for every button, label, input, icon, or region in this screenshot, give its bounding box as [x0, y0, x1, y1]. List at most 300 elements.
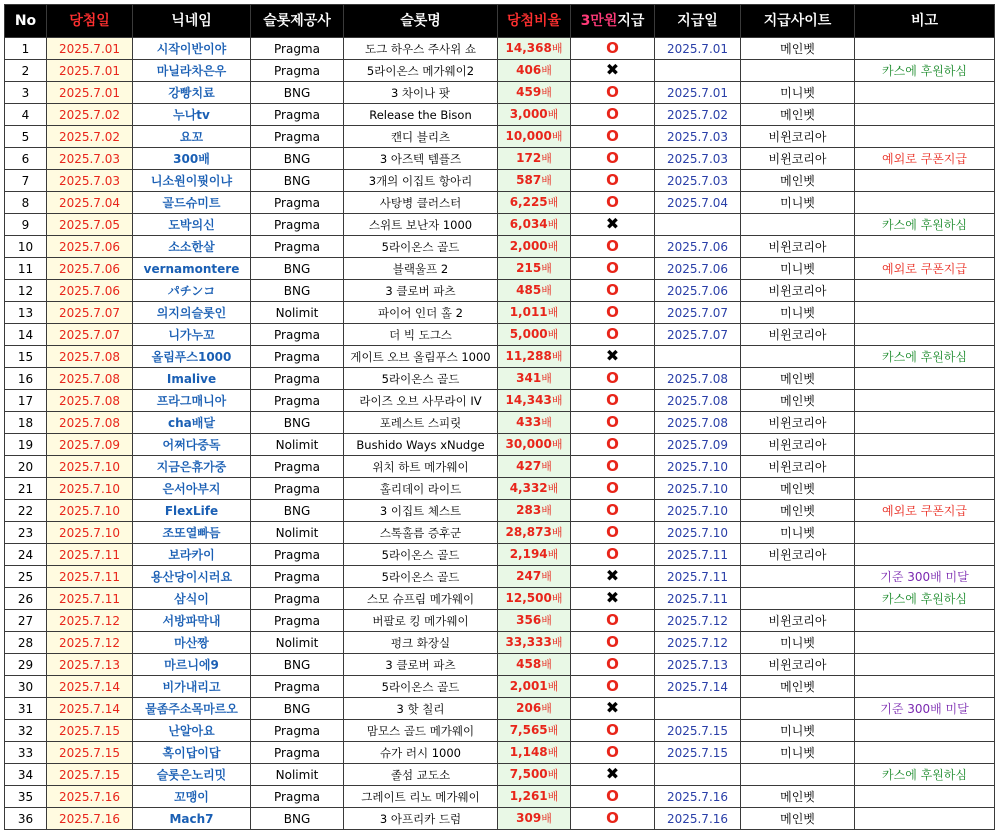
- table-row: [5, 456, 995, 478]
- payout-status: [571, 588, 655, 610]
- header-30k-payout: [571, 5, 655, 38]
- slot-name: 3 핫 칠리: [344, 698, 498, 720]
- pay-date: 2025.7.10: [655, 500, 741, 522]
- win-ratio-unit: 배: [547, 328, 559, 341]
- nickname: 물좀주소목마르오: [133, 698, 251, 720]
- win-date: 2025.7.01: [47, 82, 133, 104]
- nickname: 골드슈미트: [133, 192, 251, 214]
- win-ratio-unit: 배: [547, 746, 559, 759]
- paid-circle-icon: O: [606, 171, 619, 189]
- nickname: 난알아요: [133, 720, 251, 742]
- win-date: 2025.7.10: [47, 456, 133, 478]
- nickname: 마닐라차은우: [133, 60, 251, 82]
- win-date: 2025.7.12: [47, 632, 133, 654]
- note: [855, 82, 995, 104]
- win-ratio-unit: 배: [541, 460, 552, 473]
- win-ratio: [498, 654, 571, 676]
- slot-name: 3 아프리카 드럼: [344, 808, 498, 830]
- payout-status: [571, 632, 655, 654]
- win-ratio: [498, 192, 571, 214]
- slot-name: 5라이온스 골드: [344, 544, 498, 566]
- note: [855, 390, 995, 412]
- header-row: [5, 5, 995, 38]
- win-ratio: [498, 82, 571, 104]
- win-ratio: [498, 786, 571, 808]
- pay-date: 2025.7.14: [655, 676, 741, 698]
- win-ratio: [498, 236, 571, 258]
- win-ratio: [498, 214, 571, 236]
- payout-status: [571, 698, 655, 720]
- provider: Pragma: [251, 676, 344, 698]
- pay-date: 2025.7.08: [655, 390, 741, 412]
- win-ratio-value: 5,000: [509, 327, 548, 341]
- win-date: 2025.7.06: [47, 280, 133, 302]
- note: [855, 236, 995, 258]
- row-number: 18: [5, 412, 47, 434]
- header-slot-name: 슬롯명: [344, 5, 498, 38]
- note: [855, 192, 995, 214]
- win-date: 2025.7.11: [47, 566, 133, 588]
- pay-date: 2025.7.11: [655, 544, 741, 566]
- table-row: [5, 302, 995, 324]
- table-row: [5, 588, 995, 610]
- payout-status: [571, 786, 655, 808]
- pay-date: 2025.7.06: [655, 258, 741, 280]
- win-ratio-unit: 배: [541, 64, 552, 77]
- win-ratio-unit: 배: [547, 240, 559, 253]
- win-date: 2025.7.14: [47, 698, 133, 720]
- slot-name: 그레이트 리노 메가웨이: [344, 786, 498, 808]
- pay-date: 2025.7.10: [655, 478, 741, 500]
- paid-circle-icon: O: [606, 743, 619, 761]
- win-ratio: [498, 280, 571, 302]
- header-payout-label: 지급: [617, 13, 645, 29]
- pay-date: 2025.7.08: [655, 412, 741, 434]
- win-ratio: [498, 720, 571, 742]
- win-ratio-value: 14,368: [505, 41, 552, 55]
- pay-site: 비윈코리아: [741, 280, 855, 302]
- provider: BNG: [251, 412, 344, 434]
- pay-site: 메인벳: [741, 478, 855, 500]
- provider: BNG: [251, 698, 344, 720]
- win-ratio: [498, 434, 571, 456]
- pay-site: 메인벳: [741, 38, 855, 60]
- payout-status: [571, 126, 655, 148]
- paid-circle-icon: O: [606, 105, 619, 123]
- table-row: [5, 786, 995, 808]
- provider: Nolimit: [251, 434, 344, 456]
- table-row: [5, 610, 995, 632]
- paid-circle-icon: O: [606, 721, 619, 739]
- pay-date: 2025.7.08: [655, 368, 741, 390]
- win-ratio-unit: 배: [541, 570, 552, 583]
- slot-name: 파이어 인더 홀 2: [344, 302, 498, 324]
- win-ratio: [498, 500, 571, 522]
- slot-name: 도그 하우스 주사위 쇼: [344, 38, 498, 60]
- table-row: [5, 544, 995, 566]
- win-ratio-value: 28,873: [505, 525, 552, 539]
- win-ratio: [498, 522, 571, 544]
- win-ratio-unit: 배: [547, 724, 559, 737]
- slot-name: 맘모스 골드 메가웨이: [344, 720, 498, 742]
- win-ratio-unit: 배: [551, 636, 563, 649]
- table-row: [5, 676, 995, 698]
- note: [855, 654, 995, 676]
- note: 카스에 후원하심: [855, 346, 995, 368]
- table-row: [5, 566, 995, 588]
- win-ratio-unit: 배: [547, 548, 559, 561]
- payout-status: [571, 544, 655, 566]
- pay-date: 2025.7.16: [655, 808, 741, 830]
- row-number: 23: [5, 522, 47, 544]
- pay-site: 미니벳: [741, 82, 855, 104]
- win-ratio-value: 1,261: [509, 789, 548, 803]
- note: 예외로 쿠폰지급: [855, 148, 995, 170]
- payout-status: [571, 302, 655, 324]
- win-ratio: [498, 632, 571, 654]
- win-ratio: [498, 478, 571, 500]
- pay-site: 메인벳: [741, 676, 855, 698]
- pay-date: [655, 214, 741, 236]
- pay-date: 2025.7.09: [655, 434, 741, 456]
- pay-date: 2025.7.07: [655, 324, 741, 346]
- provider: Pragma: [251, 742, 344, 764]
- payout-status: [571, 214, 655, 236]
- pay-site: 비윈코리아: [741, 544, 855, 566]
- win-ratio-unit: 배: [541, 86, 552, 99]
- note: [855, 368, 995, 390]
- unpaid-cross-icon: ✖: [605, 698, 620, 717]
- payout-status: [571, 478, 655, 500]
- pay-site: 메인벳: [741, 390, 855, 412]
- table-row: [5, 808, 995, 830]
- payout-status: [571, 500, 655, 522]
- payout-table: [4, 4, 995, 830]
- row-number: 32: [5, 720, 47, 742]
- win-date: 2025.7.16: [47, 808, 133, 830]
- note: [855, 434, 995, 456]
- row-number: 5: [5, 126, 47, 148]
- win-ratio-unit: 배: [551, 526, 563, 539]
- win-ratio: [498, 610, 571, 632]
- win-ratio-value: 406: [516, 63, 542, 77]
- nickname: 니소원이뭣이냐: [133, 170, 251, 192]
- provider: BNG: [251, 654, 344, 676]
- win-ratio: [498, 38, 571, 60]
- win-date: 2025.7.03: [47, 148, 133, 170]
- note: [855, 808, 995, 830]
- provider: BNG: [251, 148, 344, 170]
- win-ratio: [498, 368, 571, 390]
- payout-status: [571, 742, 655, 764]
- pay-site: 비윈코리아: [741, 412, 855, 434]
- paid-circle-icon: O: [606, 809, 619, 827]
- win-date: 2025.7.08: [47, 346, 133, 368]
- nickname: 용산당이시러요: [133, 566, 251, 588]
- pay-date: 2025.7.01: [655, 82, 741, 104]
- header-30k-label: 3만원: [580, 13, 618, 29]
- header-note: 비고: [855, 5, 995, 38]
- note: 카스에 후원하심: [855, 764, 995, 786]
- payout-status: [571, 236, 655, 258]
- win-date: 2025.7.08: [47, 390, 133, 412]
- win-ratio-value: 6,034: [509, 217, 548, 231]
- win-ratio: [498, 676, 571, 698]
- pay-site: [741, 566, 855, 588]
- win-ratio-unit: 배: [547, 218, 559, 231]
- win-ratio-unit: 배: [551, 350, 563, 363]
- table-row: [5, 632, 995, 654]
- win-date: 2025.7.08: [47, 368, 133, 390]
- nickname: 올림푸스1000: [133, 346, 251, 368]
- row-number: 8: [5, 192, 47, 214]
- win-date: 2025.7.16: [47, 786, 133, 808]
- pay-site: 메인벳: [741, 808, 855, 830]
- table-row: [5, 742, 995, 764]
- payout-status: [571, 390, 655, 412]
- pay-date: 2025.7.12: [655, 610, 741, 632]
- win-date: 2025.7.15: [47, 742, 133, 764]
- win-ratio: [498, 104, 571, 126]
- nickname: vernamontere: [133, 258, 251, 280]
- win-ratio: [498, 60, 571, 82]
- win-ratio-value: 3,000: [509, 107, 548, 121]
- win-ratio-value: 427: [516, 459, 542, 473]
- nickname: 슬롯은노리밋: [133, 764, 251, 786]
- payout-status: [571, 192, 655, 214]
- win-date: 2025.7.07: [47, 302, 133, 324]
- paid-circle-icon: O: [606, 787, 619, 805]
- table-row: [5, 82, 995, 104]
- pay-site: 비윈코리아: [741, 434, 855, 456]
- win-ratio-value: 433: [516, 415, 542, 429]
- row-number: 1: [5, 38, 47, 60]
- nickname: 삼식이: [133, 588, 251, 610]
- row-number: 19: [5, 434, 47, 456]
- provider: Pragma: [251, 786, 344, 808]
- header-provider: 슬롯제공사: [251, 5, 344, 38]
- payout-status: [571, 654, 655, 676]
- win-ratio-value: 10,000: [505, 129, 552, 143]
- win-ratio-value: 309: [516, 811, 542, 825]
- win-ratio-unit: 배: [551, 42, 563, 55]
- win-ratio: [498, 742, 571, 764]
- pay-date: 2025.7.16: [655, 786, 741, 808]
- slot-name: 3개의 이집트 항아리: [344, 170, 498, 192]
- row-number: 35: [5, 786, 47, 808]
- note: [855, 170, 995, 192]
- table-row: [5, 368, 995, 390]
- provider: Pragma: [251, 346, 344, 368]
- win-date: 2025.7.07: [47, 324, 133, 346]
- row-number: 13: [5, 302, 47, 324]
- win-ratio: [498, 566, 571, 588]
- payout-status: [571, 148, 655, 170]
- pay-site: 미니벳: [741, 742, 855, 764]
- win-ratio-value: 172: [516, 151, 542, 165]
- win-ratio-value: 7,565: [509, 723, 548, 737]
- win-ratio-value: 1,148: [509, 745, 548, 759]
- pay-date: 2025.7.10: [655, 522, 741, 544]
- provider: BNG: [251, 280, 344, 302]
- win-ratio-unit: 배: [551, 592, 563, 605]
- paid-circle-icon: O: [606, 39, 619, 57]
- win-ratio-unit: 배: [541, 702, 552, 715]
- payout-status: [571, 610, 655, 632]
- payout-status: [571, 60, 655, 82]
- table-row: [5, 654, 995, 676]
- provider: BNG: [251, 170, 344, 192]
- nickname: 혹이답이답: [133, 742, 251, 764]
- payout-status: [571, 258, 655, 280]
- win-ratio: [498, 302, 571, 324]
- slot-name: 캔디 블리츠: [344, 126, 498, 148]
- paid-circle-icon: O: [606, 545, 619, 563]
- slot-name: 3 클로버 파츠: [344, 654, 498, 676]
- win-ratio-value: 356: [516, 613, 542, 627]
- table-row: [5, 258, 995, 280]
- header-win-date: 당첨일: [47, 5, 133, 38]
- row-number: 28: [5, 632, 47, 654]
- row-number: 14: [5, 324, 47, 346]
- table-row: [5, 280, 995, 302]
- payout-status: [571, 456, 655, 478]
- note: 기준 300배 미달: [855, 566, 995, 588]
- win-ratio: [498, 588, 571, 610]
- win-ratio-value: 2,194: [509, 547, 548, 561]
- provider: BNG: [251, 808, 344, 830]
- table-row: [5, 236, 995, 258]
- note: [855, 302, 995, 324]
- nickname: cha배달: [133, 412, 251, 434]
- win-ratio-unit: 배: [541, 284, 552, 297]
- note: [855, 720, 995, 742]
- win-ratio: [498, 126, 571, 148]
- win-ratio-value: 587: [516, 173, 542, 187]
- payout-status: [571, 720, 655, 742]
- pay-date: 2025.7.11: [655, 588, 741, 610]
- win-ratio-unit: 배: [547, 108, 559, 121]
- row-number: 20: [5, 456, 47, 478]
- unpaid-cross-icon: ✖: [605, 588, 620, 607]
- paid-circle-icon: O: [606, 303, 619, 321]
- provider: Nolimit: [251, 522, 344, 544]
- table-row: [5, 324, 995, 346]
- table-row: [5, 720, 995, 742]
- nickname: 은서아부지: [133, 478, 251, 500]
- note: [855, 38, 995, 60]
- pay-date: 2025.7.15: [655, 742, 741, 764]
- win-date: 2025.7.01: [47, 60, 133, 82]
- payout-status: [571, 346, 655, 368]
- pay-site: 메인벳: [741, 368, 855, 390]
- slot-name: 버팔로 킹 메가웨이: [344, 610, 498, 632]
- slot-name: 스톡홀름 증후군: [344, 522, 498, 544]
- pay-site: 미니벳: [741, 632, 855, 654]
- pay-date: 2025.7.03: [655, 170, 741, 192]
- win-ratio-unit: 배: [551, 130, 563, 143]
- win-ratio-value: 458: [516, 657, 542, 671]
- slot-name: 스모 슈프림 메가웨이: [344, 588, 498, 610]
- paid-circle-icon: O: [606, 633, 619, 651]
- win-ratio-unit: 배: [541, 614, 552, 627]
- nickname: 마산짱: [133, 632, 251, 654]
- win-ratio-value: 283: [516, 503, 542, 517]
- payout-status: [571, 676, 655, 698]
- provider: Nolimit: [251, 764, 344, 786]
- win-ratio: [498, 258, 571, 280]
- slot-name: 5라이온스 골드: [344, 368, 498, 390]
- win-ratio-unit: 배: [547, 680, 559, 693]
- win-ratio-value: 30,000: [505, 437, 552, 451]
- win-date: 2025.7.11: [47, 588, 133, 610]
- provider: Nolimit: [251, 632, 344, 654]
- nickname: Imalive: [133, 368, 251, 390]
- row-number: 27: [5, 610, 47, 632]
- note: [855, 522, 995, 544]
- nickname: 비가내리고: [133, 676, 251, 698]
- pay-date: 2025.7.01: [655, 38, 741, 60]
- win-ratio: [498, 456, 571, 478]
- note: 카스에 후원하심: [855, 588, 995, 610]
- pay-site: 메인벳: [741, 786, 855, 808]
- payout-table-wrapper: [4, 4, 994, 830]
- provider: Pragma: [251, 566, 344, 588]
- win-ratio-unit: 배: [541, 152, 552, 165]
- payout-status: [571, 808, 655, 830]
- pay-date: [655, 698, 741, 720]
- provider: Nolimit: [251, 302, 344, 324]
- win-date: 2025.7.04: [47, 192, 133, 214]
- pay-site: 비윈코리아: [741, 610, 855, 632]
- slot-name: 더 빅 도그스: [344, 324, 498, 346]
- pay-site: [741, 346, 855, 368]
- note: [855, 104, 995, 126]
- win-ratio-value: 2,000: [509, 239, 548, 253]
- row-number: 22: [5, 500, 47, 522]
- nickname: 니가누꼬: [133, 324, 251, 346]
- nickname: 보라카이: [133, 544, 251, 566]
- win-ratio: [498, 764, 571, 786]
- unpaid-cross-icon: ✖: [605, 214, 620, 233]
- table-row: [5, 214, 995, 236]
- pay-site: [741, 60, 855, 82]
- note: [855, 478, 995, 500]
- win-date: 2025.7.01: [47, 38, 133, 60]
- win-date: 2025.7.10: [47, 522, 133, 544]
- win-ratio-unit: 배: [541, 504, 552, 517]
- pay-site: 비윈코리아: [741, 654, 855, 676]
- paid-circle-icon: O: [606, 237, 619, 255]
- provider: Pragma: [251, 236, 344, 258]
- pay-site: 미니벳: [741, 258, 855, 280]
- nickname: 지금은휴가중: [133, 456, 251, 478]
- win-date: 2025.7.06: [47, 236, 133, 258]
- row-number: 12: [5, 280, 47, 302]
- row-number: 16: [5, 368, 47, 390]
- pay-site: 비윈코리아: [741, 456, 855, 478]
- payout-status: [571, 412, 655, 434]
- table-row: [5, 170, 995, 192]
- header-pay-site: 지급사이트: [741, 5, 855, 38]
- win-date: 2025.7.10: [47, 478, 133, 500]
- payout-status: [571, 368, 655, 390]
- win-ratio-unit: 배: [541, 262, 552, 275]
- slot-name: 홀리데이 라이드: [344, 478, 498, 500]
- provider: Pragma: [251, 610, 344, 632]
- win-ratio-unit: 배: [551, 394, 563, 407]
- win-ratio-unit: 배: [547, 768, 559, 781]
